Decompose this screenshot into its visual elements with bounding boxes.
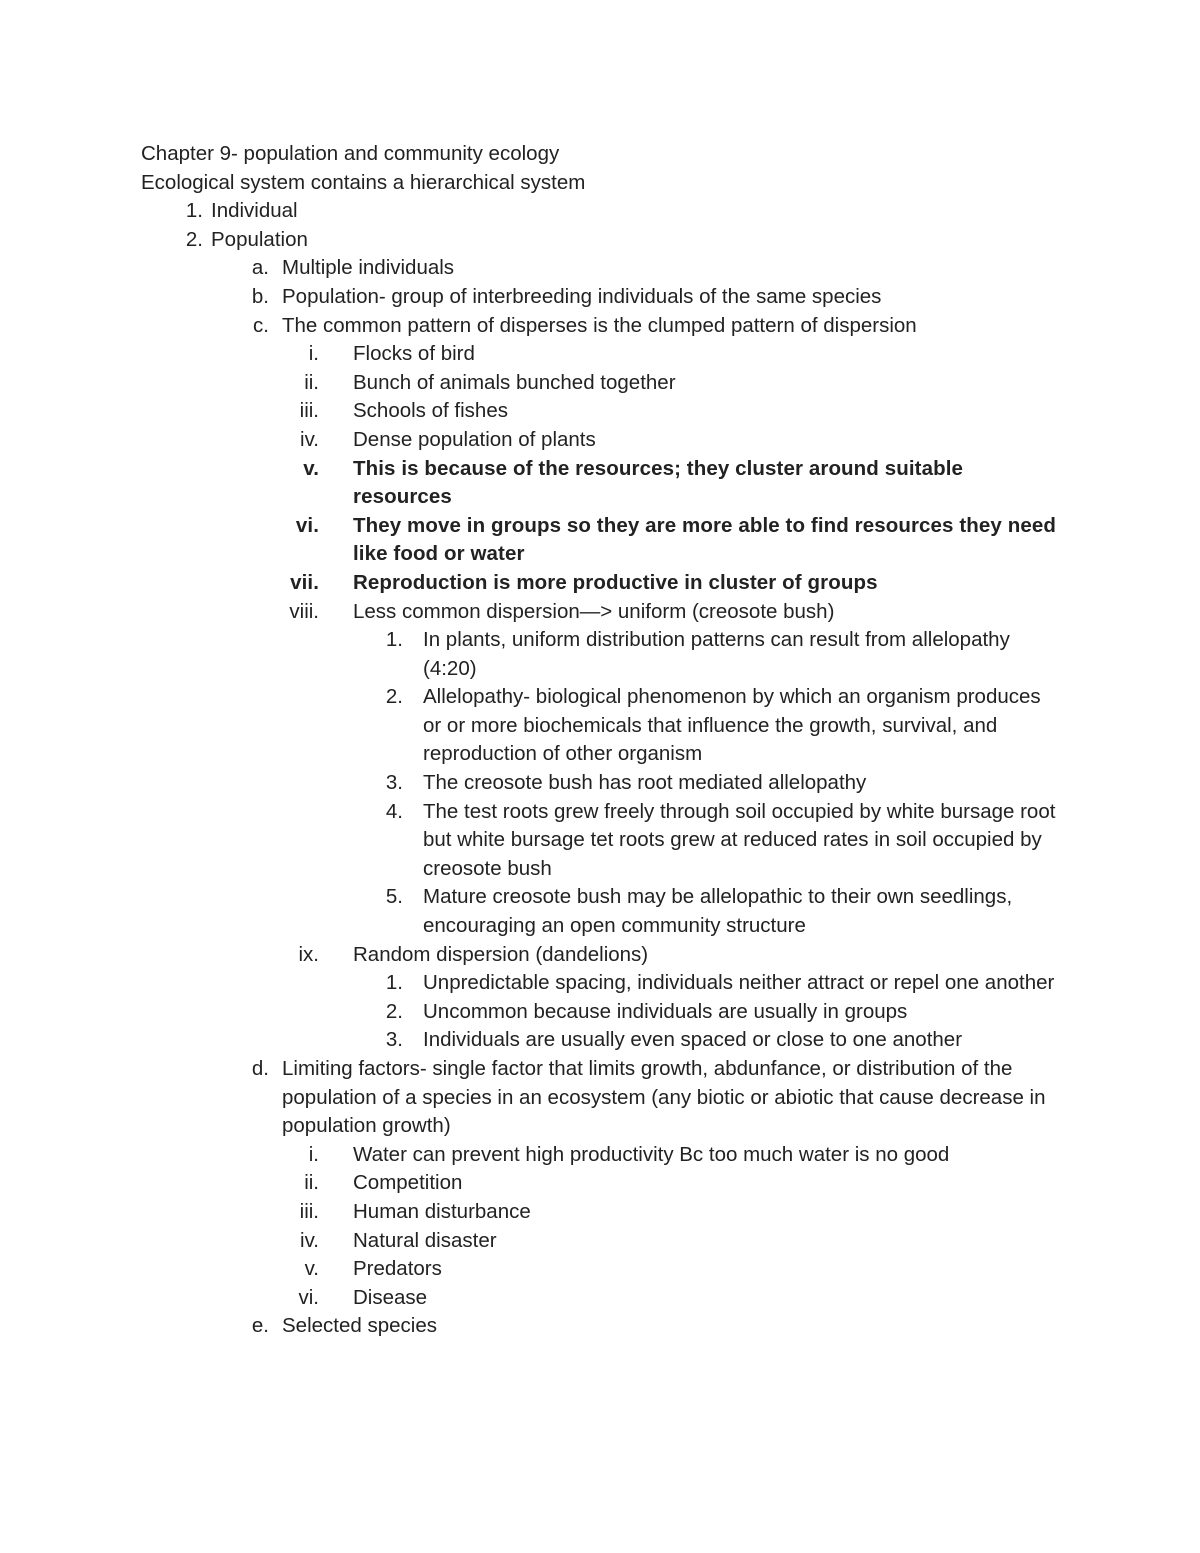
list-item [141, 1227, 1061, 1256]
list-item [141, 369, 1061, 398]
list-marker: iii. [299, 399, 319, 423]
list-item-text: Water can prevent high productivity Bc too much water is no good [353, 1142, 950, 1166]
list-item-text: Disease [353, 1285, 428, 1309]
list-item [141, 1055, 1061, 1141]
list-marker: ix. [298, 942, 319, 966]
list-item-text: Human disturbance [353, 1199, 531, 1223]
list-item-text: Less common dispersion—> uniform (creosote bush) [353, 599, 835, 623]
list-item [141, 941, 1061, 970]
list-item-text: In plants, uniform distribution patterns can result from allelopathy (4:20) [423, 628, 1010, 680]
list-marker: 5. [385, 885, 403, 909]
outline-list [141, 197, 1061, 1341]
list-item-text: Population [211, 227, 308, 251]
list-marker: a. [251, 256, 269, 280]
list-item [141, 397, 1061, 426]
document-content [141, 140, 1061, 1341]
list-item [141, 340, 1061, 369]
list-item-text: The common pattern of disperses is the clumped pattern of dispersion [282, 313, 917, 337]
list-item-text: The creosote bush has root mediated allelopathy [423, 771, 867, 795]
list-item-text: Uncommon because individuals are usually in groups [423, 999, 908, 1023]
list-item [141, 969, 1061, 998]
list-item [141, 1198, 1061, 1227]
list-marker: 2. [185, 227, 203, 251]
list-marker: iv. [300, 427, 319, 451]
list-item [141, 1169, 1061, 1198]
list-item-text: Random dispersion (dandelions) [353, 942, 649, 966]
list-marker: v. [303, 456, 319, 480]
list-item-text: Individual [211, 199, 298, 223]
list-item [141, 769, 1061, 798]
list-item [141, 1312, 1061, 1341]
list-marker: viii. [289, 599, 319, 623]
list-item [141, 683, 1061, 769]
list-item [141, 1284, 1061, 1313]
list-item-text: This is because of the resources; they cluster around suitable resources [353, 456, 963, 509]
list-item-text: Population- group of interbreeding individuals of the same species [282, 284, 882, 308]
list-marker: i. [308, 1142, 319, 1166]
list-marker: vi. [298, 1285, 319, 1309]
list-item [141, 455, 1061, 512]
list-item-text: Natural disaster [353, 1228, 497, 1252]
list-item [141, 1026, 1061, 1055]
list-marker: 1. [185, 199, 203, 223]
list-marker: ii. [304, 1171, 319, 1195]
list-marker: vii. [290, 570, 319, 594]
list-item-text: Limiting factors- single factor that limits growth, abdunfance, or distribution of the population of a species in an ecosystem (any biotic or abiotic that cause decrease in population growth) [282, 1057, 1046, 1138]
list-marker: iv. [300, 1228, 319, 1252]
list-item [141, 512, 1061, 569]
list-marker: b. [251, 284, 269, 308]
list-item [141, 226, 1061, 255]
list-marker: 4. [385, 799, 403, 823]
list-item [141, 312, 1061, 341]
list-marker: i. [308, 342, 319, 366]
list-item [141, 798, 1061, 884]
list-item-text: Selected species [282, 1314, 437, 1338]
intro-line: Ecological system contains a hierarchical system [141, 170, 586, 194]
list-item [141, 197, 1061, 226]
list-item [141, 1141, 1061, 1170]
list-marker: v. [304, 1257, 319, 1281]
list-marker: 3. [385, 1028, 403, 1052]
list-marker: 1. [385, 971, 403, 995]
list-marker: iii. [299, 1199, 319, 1223]
list-item-text: Predators [353, 1257, 442, 1281]
list-marker: d. [251, 1057, 269, 1080]
list-item [141, 1255, 1061, 1284]
list-item-text: Multiple individuals [282, 256, 455, 280]
list-marker: 2. [385, 685, 403, 709]
list-item-text: Reproduction is more productive in cluster of groups [353, 570, 878, 594]
list-item-text: Schools of fishes [353, 399, 508, 423]
list-item-text: The test roots grew freely through soil occupied by white bursage root but white bursage tet roots grew at reduced rates in soil occupied by creosote bush [423, 799, 1056, 880]
list-item [141, 598, 1061, 627]
list-item-text: Competition [353, 1171, 463, 1195]
list-item-text: Allelopathy- biological phenomenon by which an organism produces or or more biochemicals that influence the growth, survival, and reproduction of other organism [423, 685, 1041, 766]
list-marker: 1. [385, 628, 403, 652]
list-item [141, 883, 1061, 940]
list-item [141, 998, 1061, 1027]
list-marker: ii. [304, 370, 319, 394]
list-marker: e. [251, 1314, 269, 1338]
list-item-text: Flocks of bird [353, 342, 475, 366]
list-item-text: Mature creosote bush may be allelopathic to their own seedlings, encouraging an open community structure [423, 885, 1013, 938]
list-marker: 2. [385, 999, 403, 1023]
list-marker: 3. [385, 771, 403, 795]
list-item-text: Dense population of plants [353, 427, 596, 451]
page-title: Chapter 9- population and community ecology [141, 142, 560, 165]
list-item-text: Individuals are usually even spaced or close to one another [423, 1028, 963, 1052]
list-item [141, 626, 1061, 683]
list-item-text: Unpredictable spacing, individuals neither attract or repel one another [423, 971, 1055, 995]
list-item-text: Bunch of animals bunched together [353, 370, 676, 394]
list-item [141, 569, 1061, 598]
list-item [141, 254, 1061, 283]
list-item [141, 283, 1061, 312]
list-marker: vi. [295, 513, 319, 537]
list-item-text: They move in groups so they are more able to find resources they need like food or water [353, 513, 1056, 566]
list-item [141, 426, 1061, 455]
list-marker: c. [253, 313, 269, 337]
